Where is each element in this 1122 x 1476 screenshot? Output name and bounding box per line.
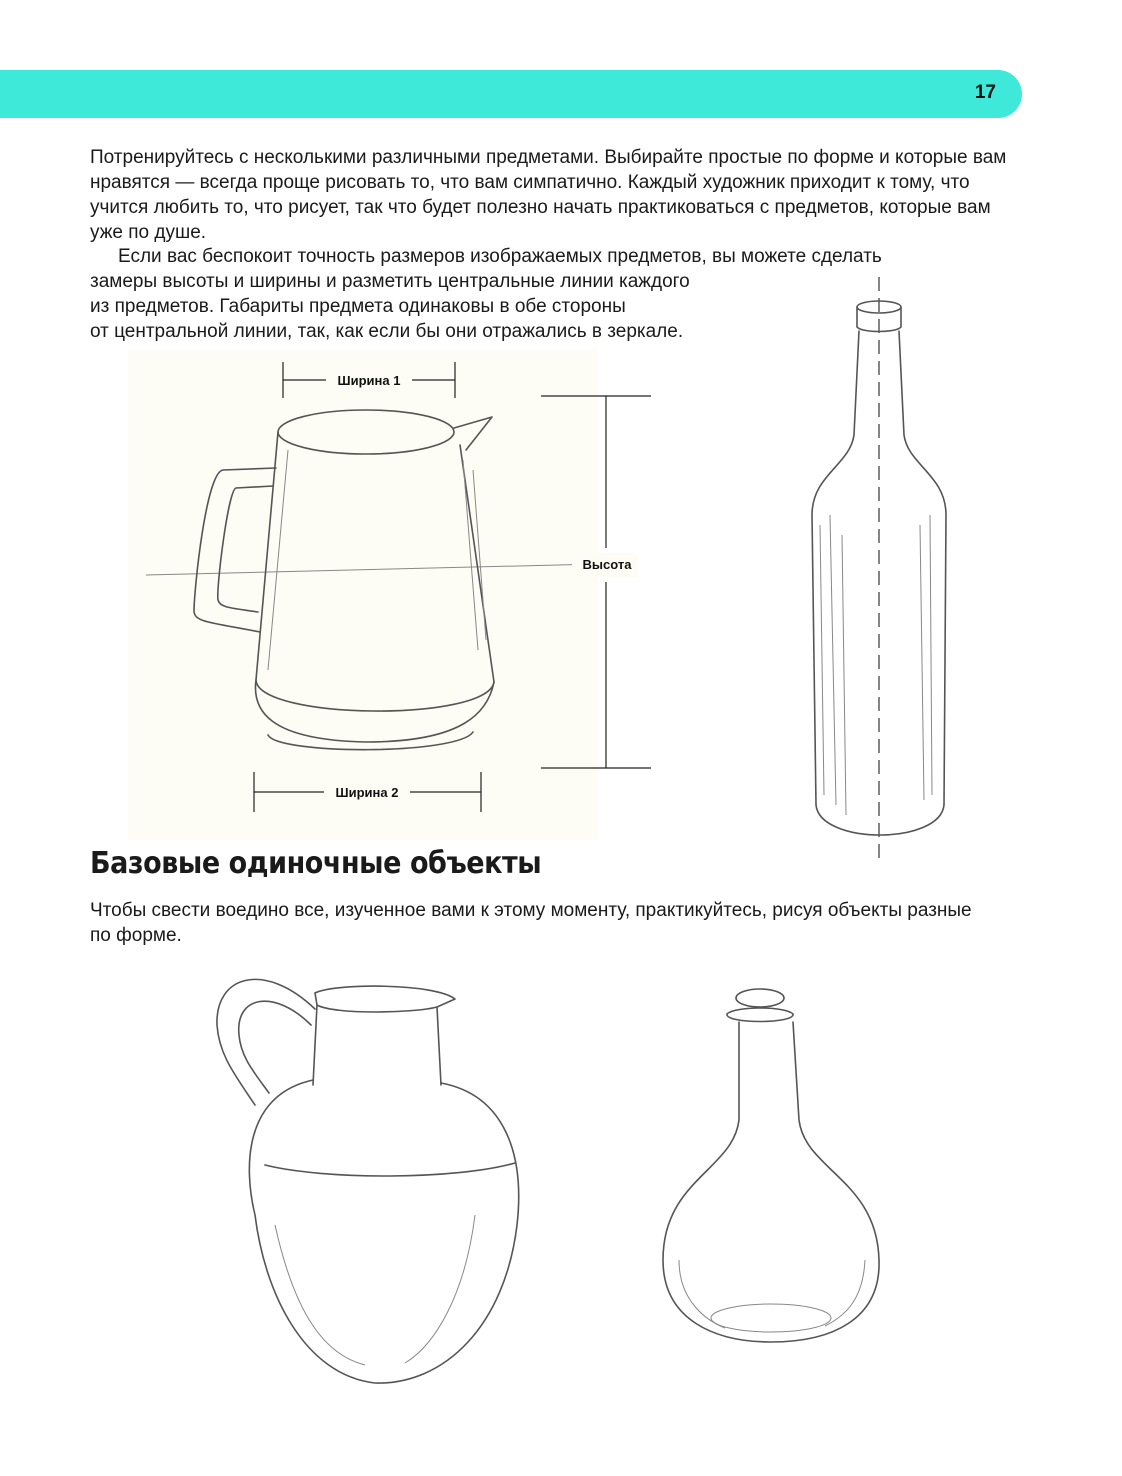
bottle-figure [790, 275, 980, 865]
round-bottle-figure [655, 980, 895, 1370]
width1-label: Ширина 1 [337, 373, 401, 388]
intro-paragraph-2-line-4: от центральной линии, так, как если бы они отражались в зеркале. [90, 321, 684, 342]
intro-paragraph-2-line-3: из предметов. Габариты предмета одинаковы в обе стороны [90, 296, 626, 317]
figure-background [128, 350, 598, 840]
round-bottle-drawing [663, 989, 879, 1342]
header-band [0, 70, 1022, 118]
jug-drawing [217, 979, 519, 1383]
section-heading: Базовые одиночные объекты [90, 846, 542, 881]
wine-bottle-drawing [812, 301, 946, 835]
intro-paragraph-1: Потренируйтесь с несколькими различными предметами. Выбирайте простые по форме и которые вам нравятся — всегда проще рисовать то, что вам симпатично. Каждый художник приходит к тому, что учится любить то, что рисует, так что будет полезно начать практиковаться с предметов, которые вам уже по душе. [90, 147, 1007, 243]
pitcher-figure [128, 350, 658, 840]
width2-label: Ширина 2 [335, 785, 399, 800]
intro-paragraph-2-line-1: Если вас беспокоит точность размеров изображаемых предметов, вы можете сделать [118, 246, 882, 267]
height-label: Высота [582, 557, 632, 572]
section-paragraph: Чтобы свести воедино все, изученное вами к этому моменту, практикуйтесь, рисуя объекты разные по форме. [90, 900, 972, 946]
page-number: 17 [974, 82, 996, 103]
intro-paragraph-2-line-2: замеры высоты и ширины и разметить центральные линии каждого [90, 271, 690, 292]
jug-figure [205, 965, 535, 1405]
